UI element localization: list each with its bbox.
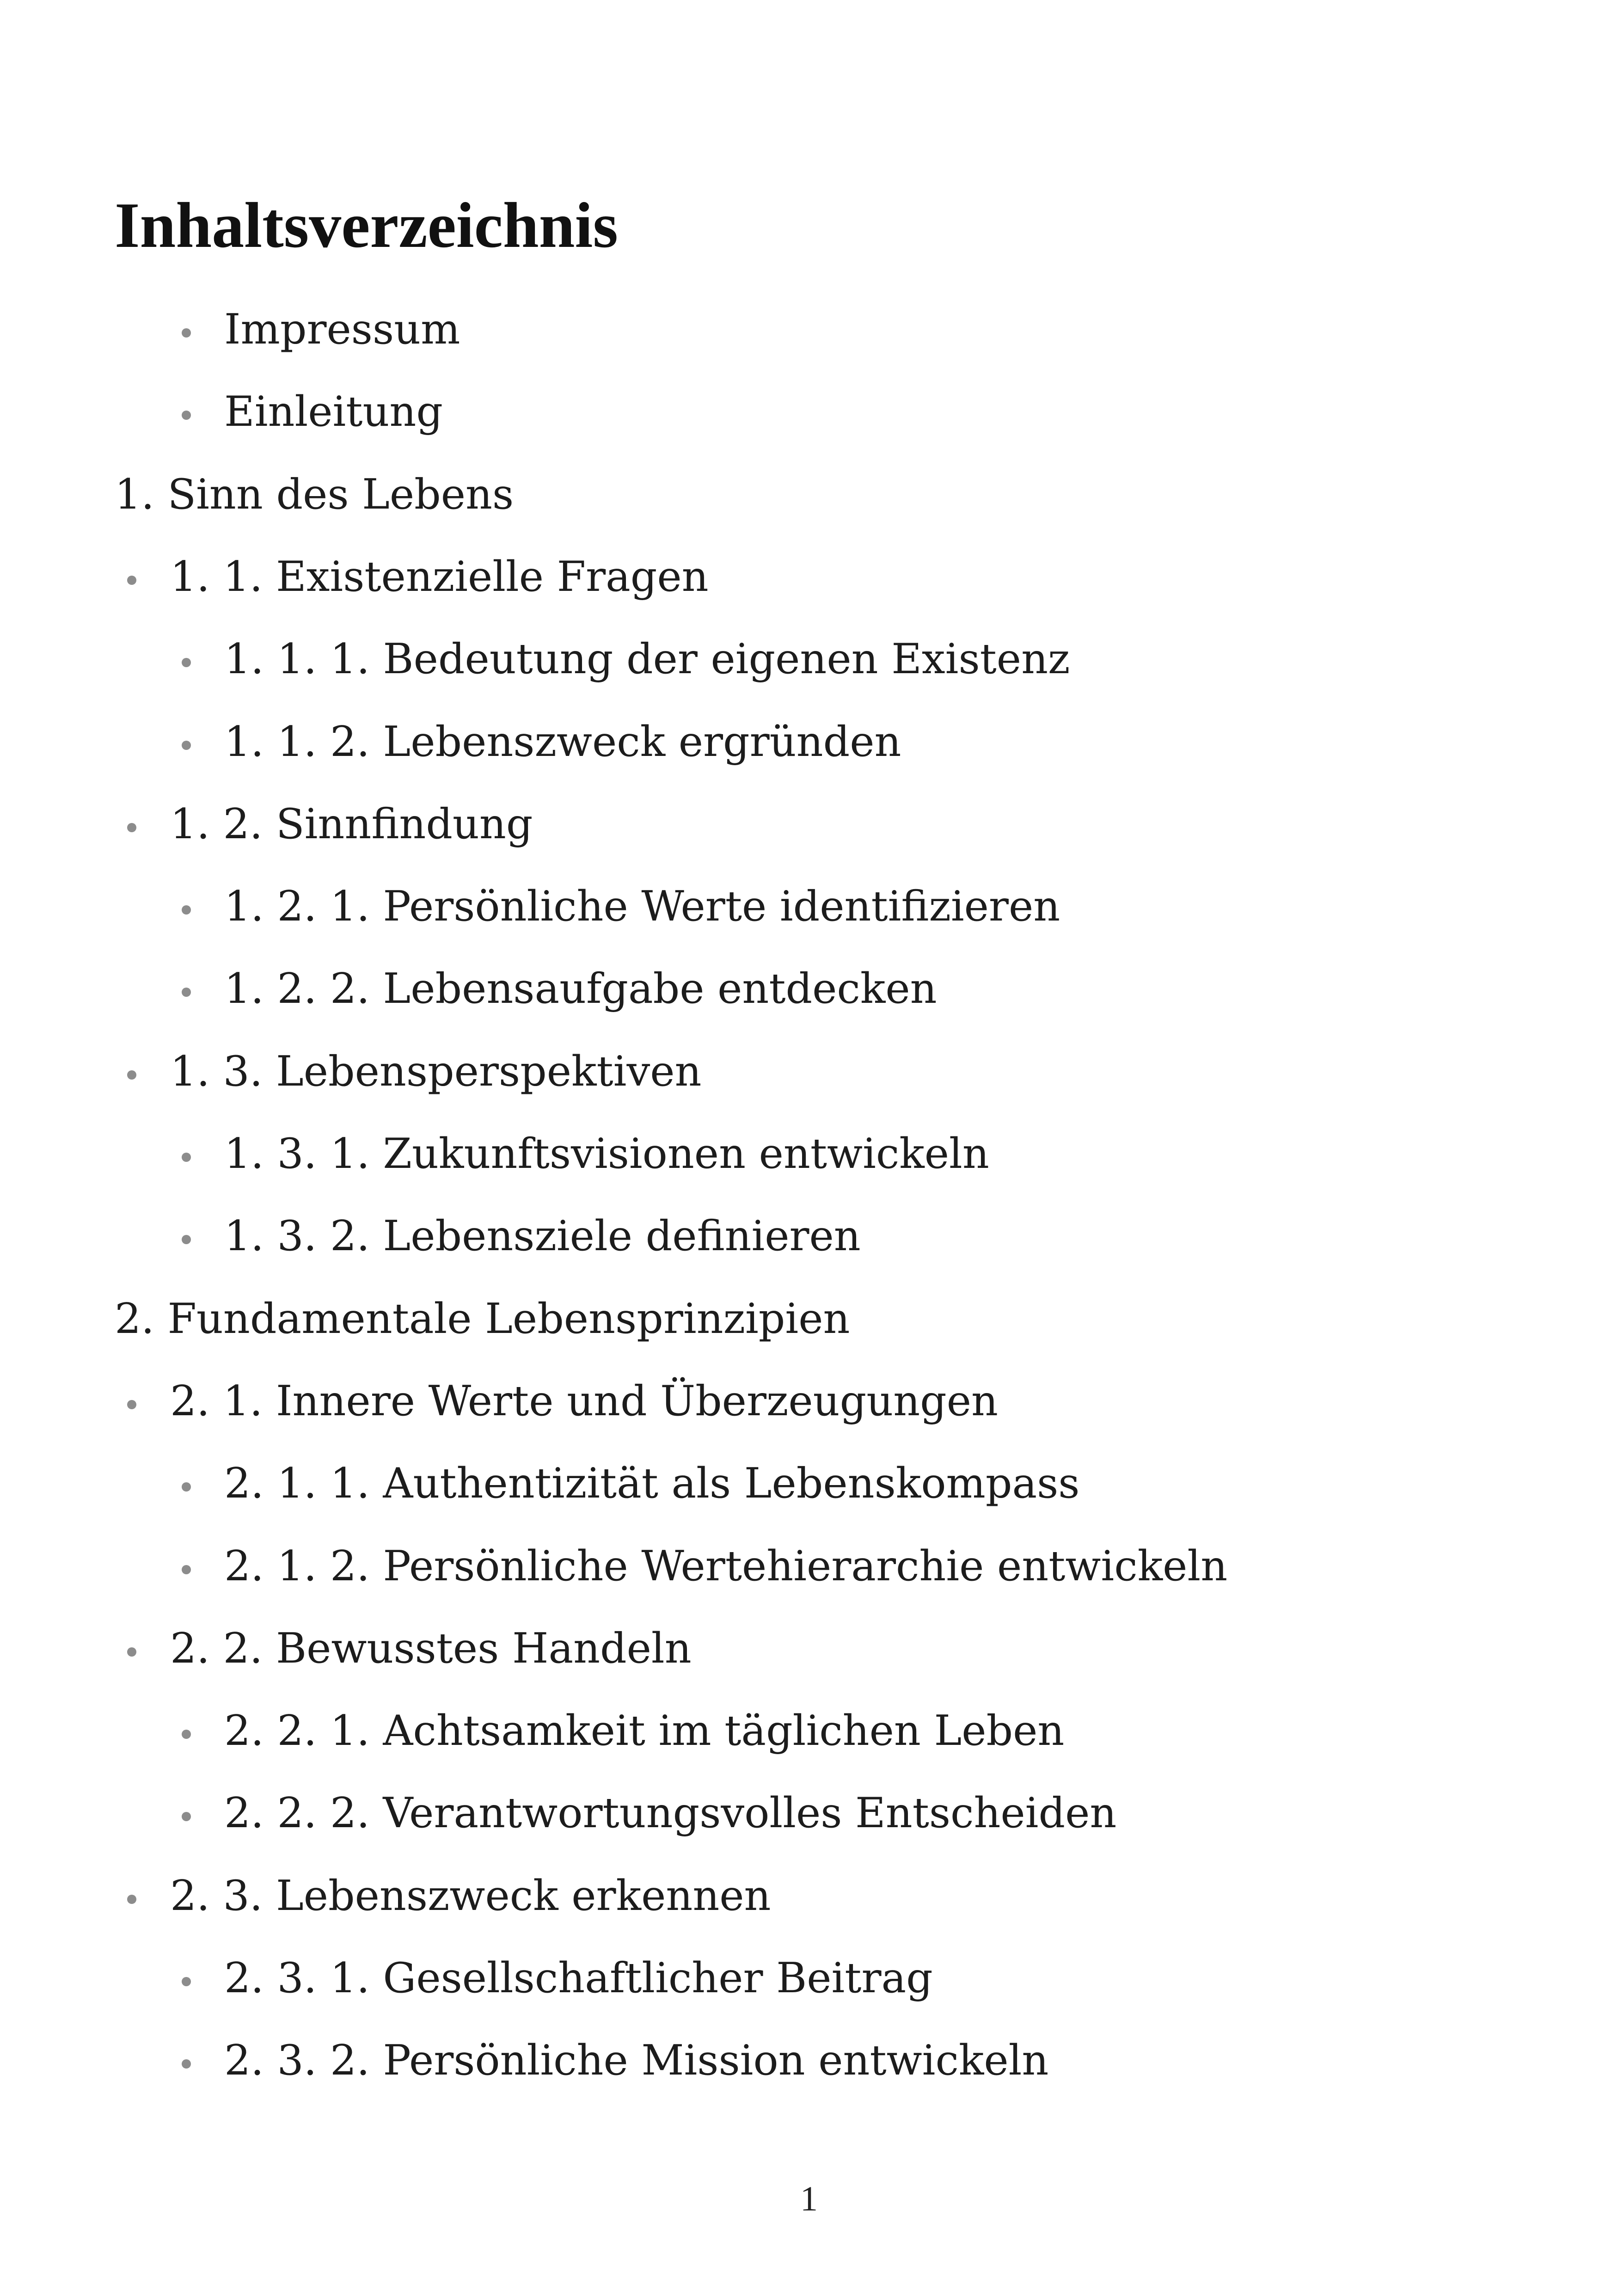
toc-entry-text: 2. 1. 1. Authentizität als Lebenskompass (224, 1459, 1080, 1508)
toc-entry-text: 2. 1. 2. Persönliche Wertehierarchie entwickeln (224, 1541, 1228, 1590)
bullet-icon (182, 1812, 191, 1821)
toc-entry-text: 1. 3. 2. Lebensziele definieren (224, 1212, 861, 1261)
toc-entry-text: Einleitung (224, 387, 443, 436)
bullet-icon (182, 411, 191, 420)
toc-entry-text: 2. 3. Lebenszweck erkennen (170, 1871, 771, 1920)
toc-entry-text: 1. Sinn des Lebens (115, 470, 514, 519)
toc-entry-text: 1. 3. Lebensperspektiven (170, 1047, 702, 1096)
toc-entry-text: 1. 1. 2. Lebenszweck ergründen (224, 717, 901, 766)
toc-entry-text: 1. 2. 1. Persönliche Werte identifizieren (224, 882, 1060, 931)
bullet-icon (127, 1400, 136, 1409)
bullet-icon (127, 1070, 136, 1080)
bullet-icon (182, 1482, 191, 1492)
toc-entry-text: 1. 2. 2. Lebensaufgabe entdecken (224, 964, 937, 1013)
bullet-icon (182, 1730, 191, 1739)
bullet-icon (182, 741, 191, 750)
toc-entry-text: 1. 3. 1. Zukunftsvisionen entwickeln (224, 1130, 989, 1178)
bullet-icon (182, 658, 191, 667)
bullet-icon (127, 1647, 136, 1657)
bullet-icon (182, 328, 191, 338)
toc-entry-text: 2. 1. Innere Werte und Überzeugungen (170, 1376, 998, 1425)
toc-entry-text: 2. 2. 1. Achtsamkeit im täglichen Leben (224, 1707, 1065, 1756)
toc-entry-text: 2. 3. 1. Gesellschaftlicher Beitrag (224, 1954, 933, 2002)
toc-heading: Inhaltsverzeichnis (115, 190, 618, 261)
page-number: 1 (800, 2179, 818, 2218)
bullet-icon (182, 1977, 191, 1986)
bullet-icon (127, 823, 136, 832)
toc-entry-text: 2. 2. Bewusstes Handeln (170, 1624, 692, 1673)
bullet-icon (127, 576, 136, 585)
bullet-icon (127, 1895, 136, 1904)
bullet-icon (182, 988, 191, 997)
toc-entry-text: 1. 1. 1. Bedeutung der eigenen Existenz (224, 635, 1070, 684)
bullet-icon (182, 1565, 191, 1574)
toc-entry-text: 1. 1. Existenzielle Fragen (170, 552, 709, 601)
toc-entry-text: 2. Fundamentale Lebensprinzipien (115, 1294, 850, 1343)
bullet-icon (182, 1153, 191, 1162)
toc-entry-text: 2. 2. 2. Verantwortungsvolles Entscheiden (224, 1789, 1117, 1838)
bullet-icon (182, 905, 191, 915)
bullet-icon (182, 2059, 191, 2069)
toc-entry-text: 2. 3. 2. Persönliche Mission entwickeln (224, 2036, 1049, 2085)
toc-entry-text: Impressum (224, 305, 460, 354)
toc-entry-text: 1. 2. Sinnfindung (170, 799, 533, 848)
bullet-icon (182, 1235, 191, 1244)
